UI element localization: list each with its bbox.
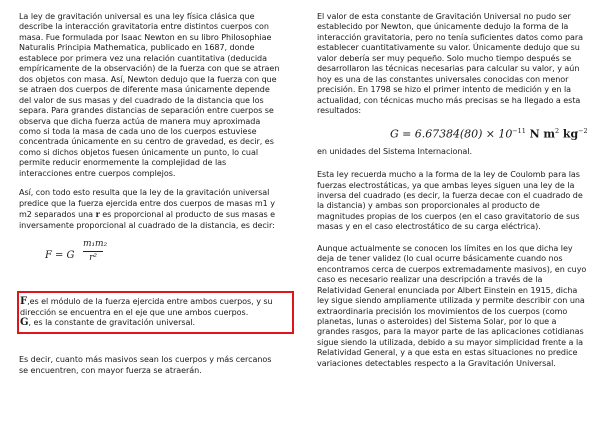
constant-history-paragraph: El valor de esta constante de Gravitación Universal no pudo ser establecido por Newton, que únicamente dedujo la forma de la interacción gravitatoria, pero no tenía suficientes datos como para establecer cuantitativamente su valor. Únicamente dedujo que su valor debería ser muy pequeño. Solo mucho tiempo después se desarrollaron las técnicas necesarias para calcular su valor, y aún hoy es una de las constantes universales conocidas con menor precisión. En 1798 se hizo el primer intento de medición y en la actualidad, con técnicas mucho más precisas se ha llegado a esta resultados: [317,12,584,116]
newton-gravity-formula [19,237,281,279]
formula-denominator: r² [89,252,97,263]
formula-fraction [83,239,108,263]
constant-exponent: −11 [512,126,526,135]
intro-paragraph: La ley de gravitación universal es una ley física clásica que describe la interacción gravitatoria entre distintos cuerpos con masa. Fue formulada por Isaac Newton en su libro Philosophiae Naturalis Principia Mathematica, publicado en 1687, donde establece por primera vez una relación cuantitativa (deducida empíricamente de la observación) de la fuerza con que se atraen dos objetos con masa. Así, Newton dedujo que la fuerza con que se atraen dos cuerpos de diferente masa únicamente depende del valor de sus masas y del cuadrado de la distancia que los separa. Para grandes distancias de separación entre cuerpos se observa que dicha fuerza actúa de manera muy aproximada como si toda la masa de cada uno de los cuerpos estuviese concentrada únicamente en su centro de gravedad, es decir, es como si dichos objetos fuesen únicamente un punto, lo cual permite reducir enormemente la complejidad de las interacciones entre cuerpos complejos. [19,12,280,178]
formula-lhs: F = G [45,250,75,262]
force-definition [20,297,288,318]
unit-newton-meter: N m [525,127,556,141]
law-statement-paragraph [19,188,281,231]
force-definition-text: ,es el módulo de la fuerza ejercida entre ambos cuerpos, y su dirección se encuentra en el eje que une ambos cuerpos. [20,297,273,317]
law-statement-part1: Así, con todo esto resulta que la ley de la gravitación universal predice que la fuerza ejercida entre dos cuerpos de masas m1 y m2 separados una [19,188,275,220]
gravitational-constant-formula [390,126,587,140]
law-statement-part2: es proporcional al producto de sus masas e inversamente proporcional al cuadrado de la distancia, es decir: [19,210,276,230]
right-column [317,12,587,369]
constant-value: G = 6.67384(80) × 10 [390,127,513,141]
unit-kilogram: kg [559,127,579,141]
relativity-paragraph: Aunque actualmente se conocen los límites en los que dicha ley deja de tener validez (lo cual ocurre básicamente cuando nos encontramos cerca de cuerpos extremadamente masivos), en cuyo caso es necesario realizar una descripción a través de la Relatividad General enunciada por Albert Einstein en 1915, dicha ley sigue siendo ampliamente utilizada y permite describir con una extraordinaria precisión los movimientos de los cuerpos (como planetas, lunas o asteroides) del Sistema Solar, por lo que a grandes rasgos, para la mayor parte de las aplicaciones cotidianas sigue siendo la utilizada, debido a su mayor simplicidad frente a la Relatividad General, y a que esta en estas situaciones no predice variaciones detectables respecto a la Gravitación Universal. [317,243,587,368]
unit-meter-exponent: 2 [555,126,560,135]
unit-kilogram-exponent: −2 [578,126,588,135]
units-line: en unidades del Sistema Internacional. [317,146,472,156]
force-symbol: F [20,296,28,308]
constant-definition-text: , es la constante de gravitación universal. [28,317,196,327]
conclusion-paragraph: Es decir, cuanto más masivos sean los cuerpos y más cercanos se encuentren, con mayor fuerza se atraerán. [19,355,272,375]
constant-definition [20,318,288,328]
left-column [19,12,281,376]
coulomb-comparison-paragraph: Esta ley recuerda mucho a la forma de la ley de Coulomb para las fuerzas electrostáticas, ya que ambas leyes siguen una ley de la inversa del cuadrado (es decir, la fuerza decae con el cuadrado de la distancia) y ambas son proporcionales al producto de magnitudes propias de los cuerpos (en el caso gravitatorio de sus masas y en el caso electrostático de su carga eléctrica). [317,170,583,232]
formula-numerator: m₁m₂ [83,239,103,251]
constant-symbol: G [20,316,29,328]
definitions-box [17,291,294,334]
distance-symbol: r [95,209,100,220]
